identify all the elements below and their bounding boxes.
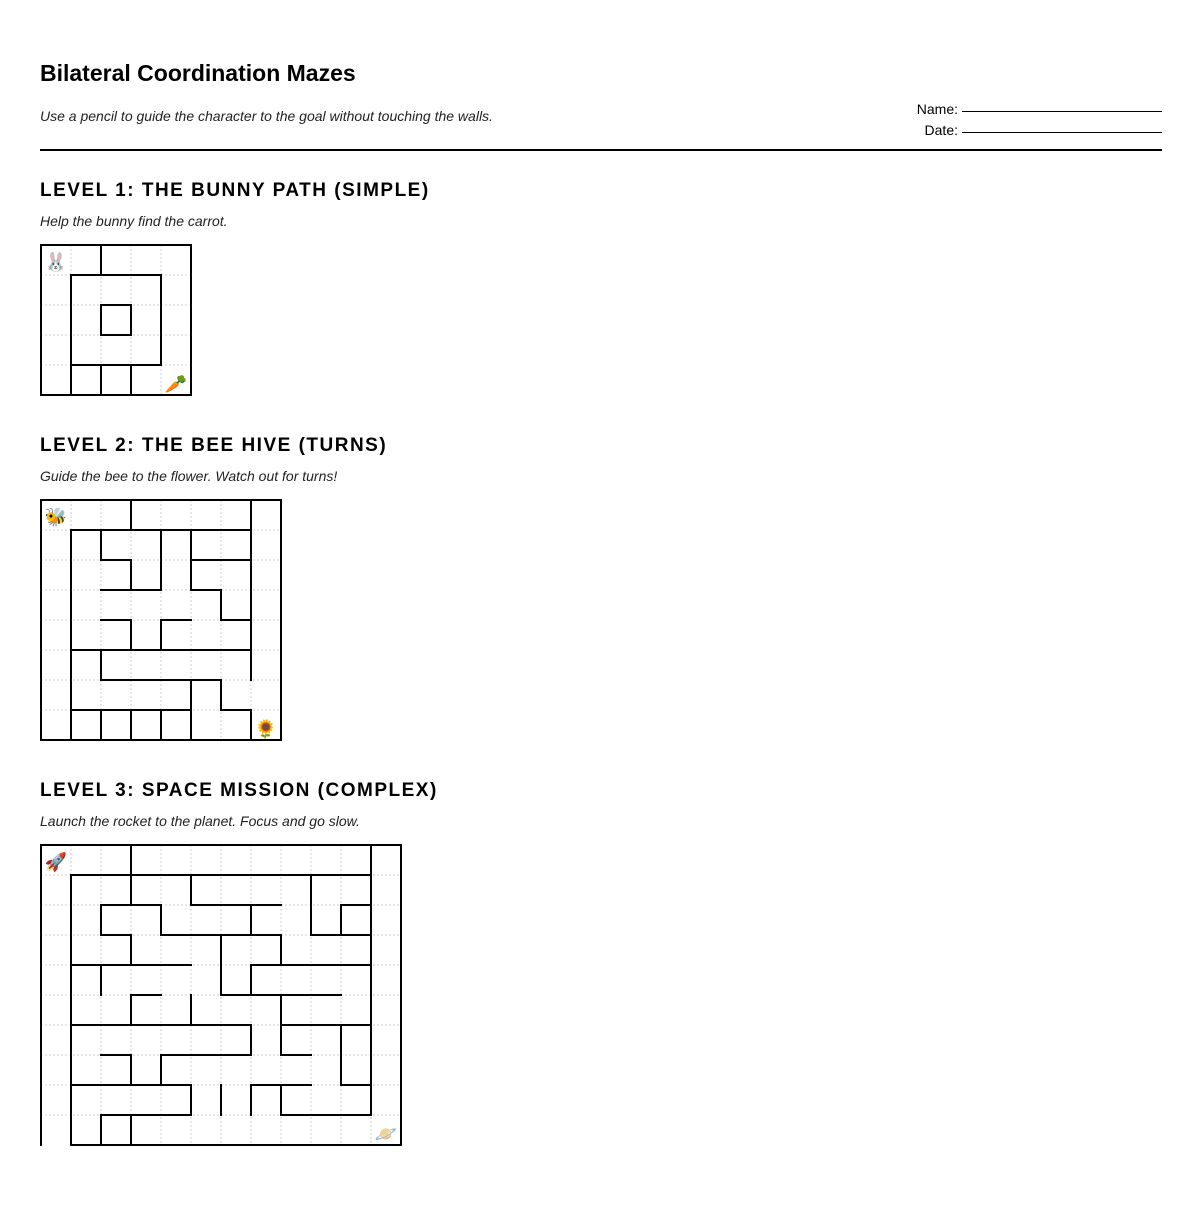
student-fields — [902, 96, 1162, 138]
level-3-instructions: Launch the rocket to the planet. Focus and go slow. — [40, 813, 360, 829]
date-line[interactable] — [962, 132, 1162, 133]
name-field[interactable] — [902, 96, 1162, 117]
maze-level-2[interactable] — [40, 499, 282, 741]
maze-level-3[interactable] — [40, 844, 402, 1146]
name-label: Name: — [916, 101, 958, 117]
maze-level-1[interactable] — [40, 244, 192, 396]
level-1-instructions: Help the bunny find the carrot. — [40, 213, 228, 229]
date-label: Date: — [924, 122, 958, 138]
header-divider — [40, 149, 1162, 151]
sunflower-icon: 🌻 — [254, 719, 278, 740]
rocket-icon: 🚀 — [44, 852, 68, 873]
level-1-title: LEVEL 1: THE BUNNY PATH (SIMPLE) — [40, 180, 430, 201]
bee-icon: 🐝 — [44, 507, 68, 528]
name-line[interactable] — [962, 111, 1162, 112]
carrot-icon: 🥕 — [164, 374, 188, 395]
date-field[interactable] — [902, 117, 1162, 138]
page-instructions: Use a pencil to guide the character to the goal without touching the walls. — [40, 108, 493, 124]
bunny-icon: 🐰 — [44, 252, 68, 273]
level-2-title: LEVEL 2: THE BEE HIVE (TURNS) — [40, 435, 388, 456]
page-title: Bilateral Coordination Mazes — [40, 60, 356, 86]
level-2-instructions: Guide the bee to the flower. Watch out for turns! — [40, 468, 338, 484]
level-3-title: LEVEL 3: SPACE MISSION (COMPLEX) — [40, 780, 438, 801]
planet-icon: 🪐 — [374, 1124, 398, 1145]
